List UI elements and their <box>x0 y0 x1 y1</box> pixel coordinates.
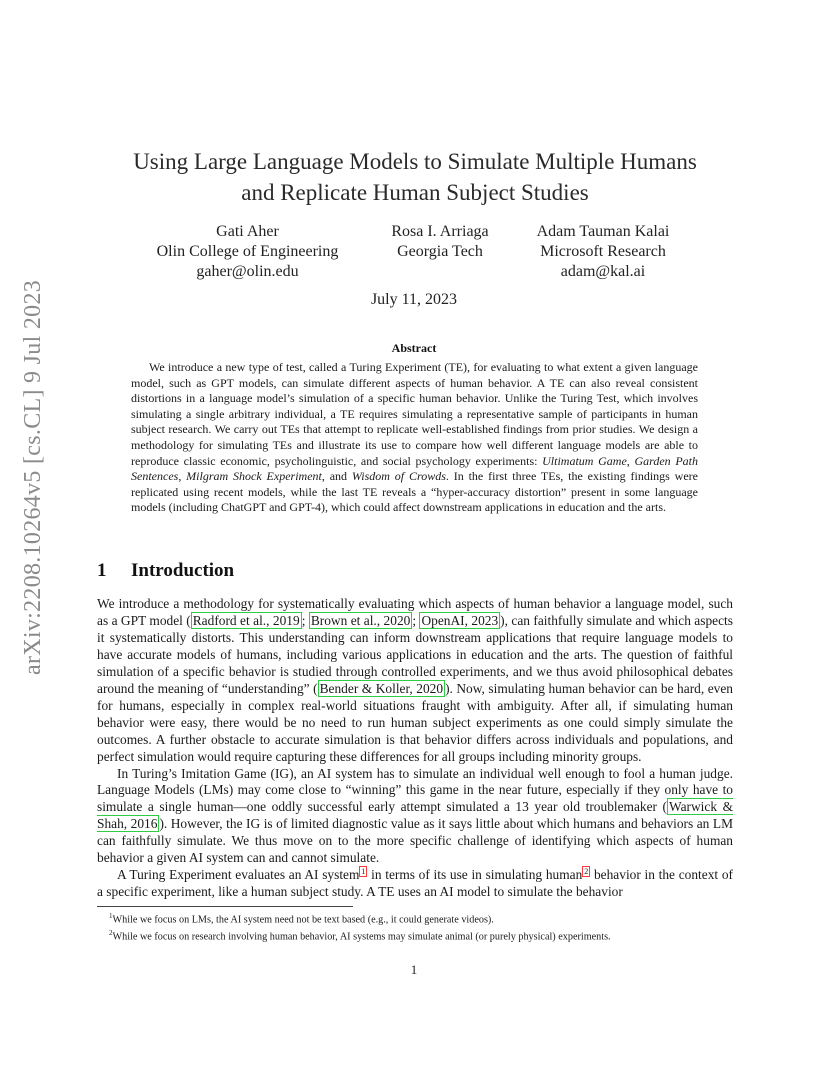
footnote-text: While we focus on LMs, the AI system need not be text based (e.g., it could generate videos). <box>112 914 494 926</box>
paper-title <box>90 146 740 208</box>
footnote-link[interactable]: 1 <box>361 866 366 876</box>
author-name: Rosa I. Arriaga <box>391 223 489 240</box>
citation-link[interactable]: Brown et al., 2020 <box>310 612 411 628</box>
author-name: Gati Aher <box>216 223 279 240</box>
author-affiliation: Microsoft Research <box>540 243 666 260</box>
author-affiliation: Georgia Tech <box>397 243 483 260</box>
experiment-name: Wisdom of Crowds <box>351 469 446 484</box>
footnotes <box>97 910 733 944</box>
author-3 <box>523 222 683 282</box>
experiment-name: Ultimatum Game <box>542 453 627 468</box>
abstract-heading: Abstract <box>391 341 437 355</box>
experiment-name: Milgram Shock Experiment <box>186 469 322 484</box>
arxiv-identifier-stamp[interactable]: arXiv:2208.10264v5 [cs.CL] 9 Jul 2023 <box>20 279 46 675</box>
footnote-mark: 1 <box>109 912 113 920</box>
author-affiliation: Olin College of Engineering <box>156 243 339 260</box>
paragraph-1: We introduce a methodology for systematically evaluating which aspects of human behavior a language model, such as a GPT model ( Radford et al., 2019 ; Brown et al., 2020 ; OpenAI, 2023 ), can faithfully simulate and which aspects it systematically distorts. This understanding can inform downstream applications that require language models to have accurate models of humans, including various applications in education and the arts. The question of faithful simulation of a specific behavior is studied through controlled experiments, and we thus avoid philosophical debates around the meaning of “understanding” ( Bender & Koller, 2020 ). Now, simulating human behavior can be hard, even for humans, especially in complex real-world situations fraught with ambiguity. After all, if simulating human behavior were easy, there would be no need to run human subject experiments as one could simply simulate the outcomes. A further obstacle to accurate simulation is that behavior differs across individuals and populations, and perfect simulation would require capturing these differences for all groups including minority groups. <box>97 596 733 764</box>
page-number: 1 <box>410 962 418 977</box>
author-email[interactable]: adam@kal.ai <box>560 263 646 280</box>
citation-link[interactable]: Warwick & Shah, 2016 <box>97 799 733 832</box>
footnote-text: While we focus on research involving human behavior, AI systems may simulate animal (or purely physical) experiments. <box>112 931 611 943</box>
footnote-divider <box>97 906 353 907</box>
title-line-2: and Replicate Human Subject Studies <box>241 180 589 205</box>
paragraph-2: In Turing’s Imitation Game (IG), an AI system has to simulate an individual well enough to fool a human judge. Language Models (LMs) may come close to “winning” this game in the near future, especially if they only have to simulate a single human—one oddly successful early attempt simulated a 13 year old troublemaker ( Warwick & Shah, 2016 ). However, the IG is of limited diagnostic value as it says little about which humans and behaviors an LM can faithfully simulate. We thus move on to the more specific challenge of identifying which aspects of human behavior a given AI system can and cannot simulate. <box>97 765 733 866</box>
author-1 <box>150 222 345 282</box>
footnote-1 <box>97 910 733 927</box>
section-title: Introduction <box>131 560 235 581</box>
section-heading <box>97 560 234 582</box>
footnote-2 <box>97 927 733 944</box>
footnote-link[interactable]: 2 <box>584 866 589 876</box>
abstract-text: We introduce a new type of test, called a Turing Experiment (TE), for evaluating to what extent a given language model, such as GPT models, can simulate different aspects of human behavior. A TE can also reveal consistent distortions in a language model’s simulation of a specific human behavior. Unlike the Turing Test, which involves simulating a single arbitrary individual, a TE requires simulating a representative sample of participants in human subject research. We carry out TEs that attempt to replicate well-established findings from prior studies. We design a methodology for simulating TEs and illustrate its use to compare how well different language models are able to reproduce classic economic, psycholinguistic, and social psychology experiments: Ultimatum Game, Garden Path Sentences, Milgram Shock Experiment, and Wisdom of Crowds. In the first three TEs, the existing findings were replicated using recent models, while the last TE reveals a “hyper-accuracy distortion” present in some language models (including ChatGPT and GPT-4), which could affect downstream applications in education and the arts. <box>131 360 698 515</box>
experiment-name: Garden Path Sentences <box>131 453 698 484</box>
body-text <box>97 596 733 901</box>
citation-link[interactable]: Radford et al., 2019 <box>192 612 300 628</box>
title-line-1: Using Large Language Models to Simulate Multiple Humans <box>133 149 697 174</box>
citation-link[interactable]: OpenAI, 2023 <box>421 612 499 628</box>
footnote-mark: 2 <box>109 928 113 937</box>
publication-date: July 11, 2023 <box>370 291 458 308</box>
author-name: Adam Tauman Kalai <box>536 223 670 240</box>
paragraph-3: A Turing Experiment evaluates an AI system $^1$ in terms of its use in simulating human $^2$ behavior in the context of a specific experiment, like a human subject study. A TE uses an AI model to simulate the behavior <box>97 866 733 900</box>
author-2 <box>375 222 505 262</box>
author-email[interactable]: gaher@olin.edu <box>196 263 299 280</box>
citation-link[interactable]: Bender & Koller, 2020 <box>319 680 444 696</box>
section-number: 1 <box>97 560 107 581</box>
